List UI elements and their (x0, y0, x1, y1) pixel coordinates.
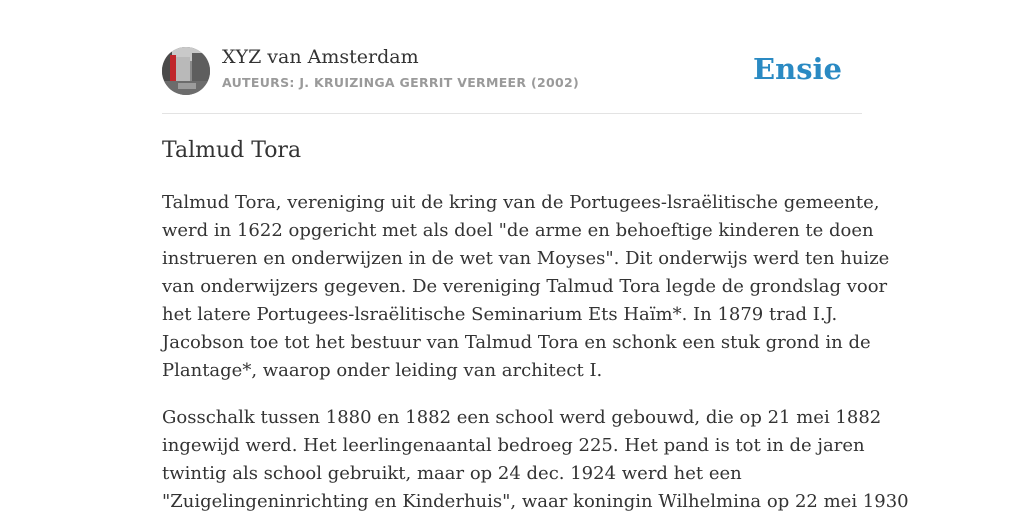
source-avatar[interactable] (162, 47, 210, 95)
book-cover-image (162, 47, 210, 95)
text-line: het latere Portugees-lsraëlitische Seminarium Ets Haïm*. In 1879 trad I.J. (162, 304, 838, 325)
text-line: twintig als school gebruikt, maar op 24 dec. 1924 werd het een (162, 463, 742, 484)
header-divider (162, 113, 862, 114)
article-title: Talmud Tora (162, 138, 302, 163)
source-header (162, 46, 862, 96)
article-paragraph-1 (162, 189, 890, 385)
ensie-logo-link[interactable]: Ensie (753, 52, 842, 86)
article-paragraph-2 (162, 404, 909, 512)
text-line: Jacobson toe tot het bestuur van Talmud Tora en schonk een stuk grond in de (162, 332, 871, 353)
text-line: instrueren en onderwijzen in de wet van Moyses". Dit onderwijs werd ten huize (162, 248, 890, 269)
source-title[interactable]: XYZ van Amsterdam (222, 46, 419, 68)
source-authors: AUTEURS: J. KRUIZINGA GERRIT VERMEER (2002) (222, 75, 579, 90)
text-line: Gosschalk tussen 1880 en 1882 een school werd gebouwd, die op 21 mei 1882 (162, 407, 882, 428)
text-line: Talmud Tora, vereniging uit de kring van de Portugees-lsraëlitische gemeente, (162, 192, 880, 213)
text-line: van onderwijzers gegeven. De vereniging Talmud Tora legde de grondslag voor (162, 276, 888, 297)
text-line: "Zuigelingeninrichting en Kinderhuis", waar koningin Wilhelmina op 22 mei 1930 (162, 491, 909, 512)
text-line: werd in 1622 opgericht met als doel "de arme en behoeftige kinderen te doen (162, 220, 874, 241)
text-line: ingewijd werd. Het leerlingenaantal bedroeg 225. Het pand is tot in de jaren (162, 435, 865, 456)
text-line: Plantage*, waarop onder leiding van architect I. (162, 360, 603, 381)
